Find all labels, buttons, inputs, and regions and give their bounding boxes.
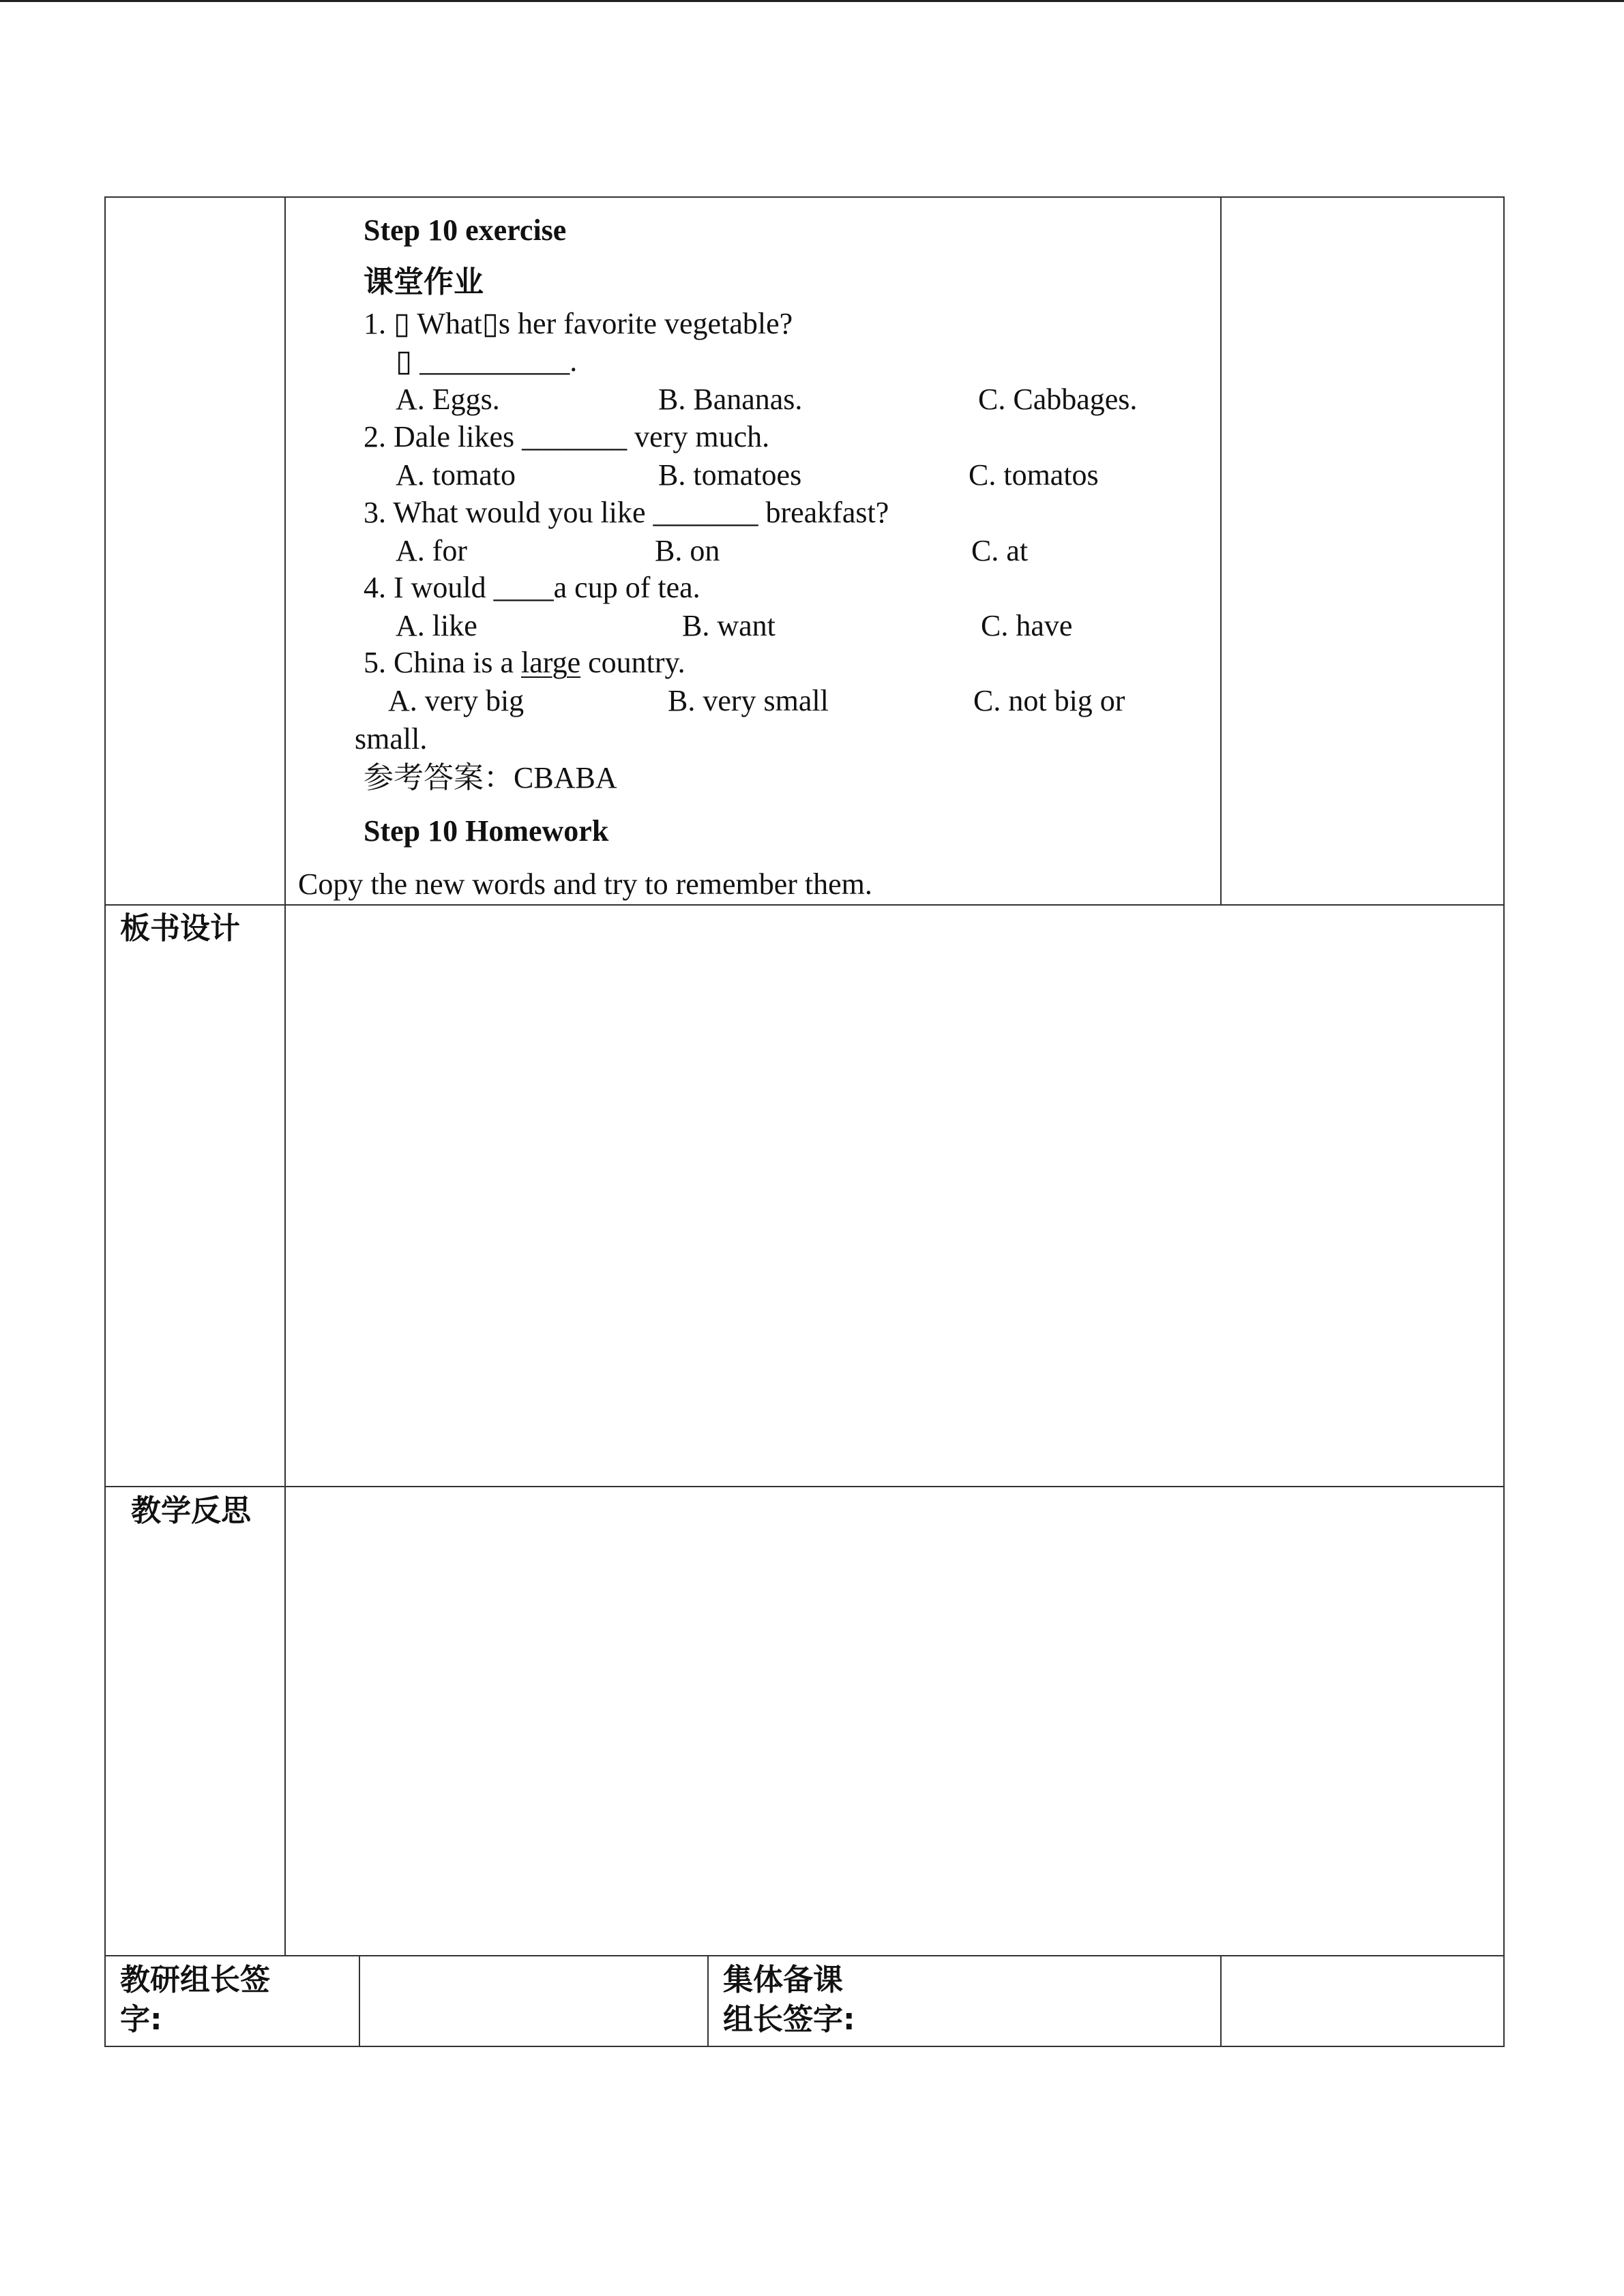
question-4-option-a: A. like <box>396 609 477 642</box>
table-bottom-line <box>104 2046 1505 2047</box>
col-divider-notes <box>1220 196 1222 906</box>
question-1-option-a: A. Eggs. <box>396 383 500 416</box>
group-signature-label-line1: 集体备课 <box>723 1963 843 1997</box>
table-right-line <box>1503 196 1505 2047</box>
row-divider-1 <box>104 904 1505 906</box>
question-4-blank: ____ <box>493 571 554 604</box>
leader-signature-label-line2: 字: <box>120 2002 162 2037</box>
question-1-answer-line: ▯ __________. <box>396 344 578 378</box>
leader-signature-label-line1: 教研组长签 <box>120 1963 270 1997</box>
exercise-title: Step 10 exercise <box>364 213 567 247</box>
board-design-label: 板书设计 <box>120 911 240 946</box>
question-4-option-c: C. have <box>981 609 1073 642</box>
question-5-option-c: C. not big or <box>973 684 1125 717</box>
question-2-stem: 2. Dale likes _______ very much. <box>364 420 770 453</box>
question-3-stem: 3. What would you like _______ breakfast? <box>364 496 889 529</box>
row-divider-3 <box>104 1955 1505 1956</box>
exercise-subtitle: 课堂作业 <box>364 265 484 299</box>
question-5-stem-start: 5. China is a <box>364 646 521 679</box>
sign-divider-1 <box>359 1955 360 2047</box>
question-5-stem-end: country. <box>580 646 685 679</box>
homework-text: Copy the new words and try to remember them. <box>298 867 872 901</box>
question-5-option-a: A. very big <box>388 684 525 717</box>
reflection-label: 教学反思 <box>131 1493 251 1528</box>
question-3-option-b: B. on <box>655 534 720 567</box>
question-4-stem-start: 4. I would <box>364 571 494 604</box>
question-2-option-a: A. tomato <box>396 458 516 492</box>
page-top-border <box>0 0 1624 2</box>
homework-title: Step 10 Homework <box>364 814 609 848</box>
question-4-option-b: B. want <box>682 609 776 642</box>
col-divider-label <box>284 196 286 1956</box>
table-top-line <box>104 196 1505 198</box>
question-1-option-b: B. Bananas. <box>658 383 803 416</box>
question-4-stem <box>364 570 700 606</box>
question-2-option-b: B. tomatoes <box>658 458 802 492</box>
question-1-stem: 1. ▯ What▯s her favorite vegetable? <box>364 307 793 340</box>
question-1-option-c: C. Cabbages. <box>978 383 1138 416</box>
question-3-option-c: C. at <box>971 534 1029 567</box>
question-3-option-a: A. for <box>396 534 468 567</box>
question-5-option-b: B. very small <box>668 684 829 717</box>
sign-divider-2 <box>707 1955 709 2047</box>
table-left-line <box>104 196 106 2047</box>
answer-key: 参考答案：CBABA <box>364 761 617 794</box>
row-divider-2 <box>104 1486 1505 1487</box>
question-5-option-c-continued: small. <box>355 722 428 756</box>
question-5-underlined-word: large <box>520 646 581 679</box>
question-2-option-c: C. tomatos <box>969 458 1099 492</box>
sign-divider-3 <box>1220 1955 1222 2047</box>
question-4-stem-end: a cup of tea. <box>553 571 700 604</box>
question-5-stem <box>364 645 685 681</box>
group-signature-label-line2: 组长签字: <box>723 2002 855 2037</box>
